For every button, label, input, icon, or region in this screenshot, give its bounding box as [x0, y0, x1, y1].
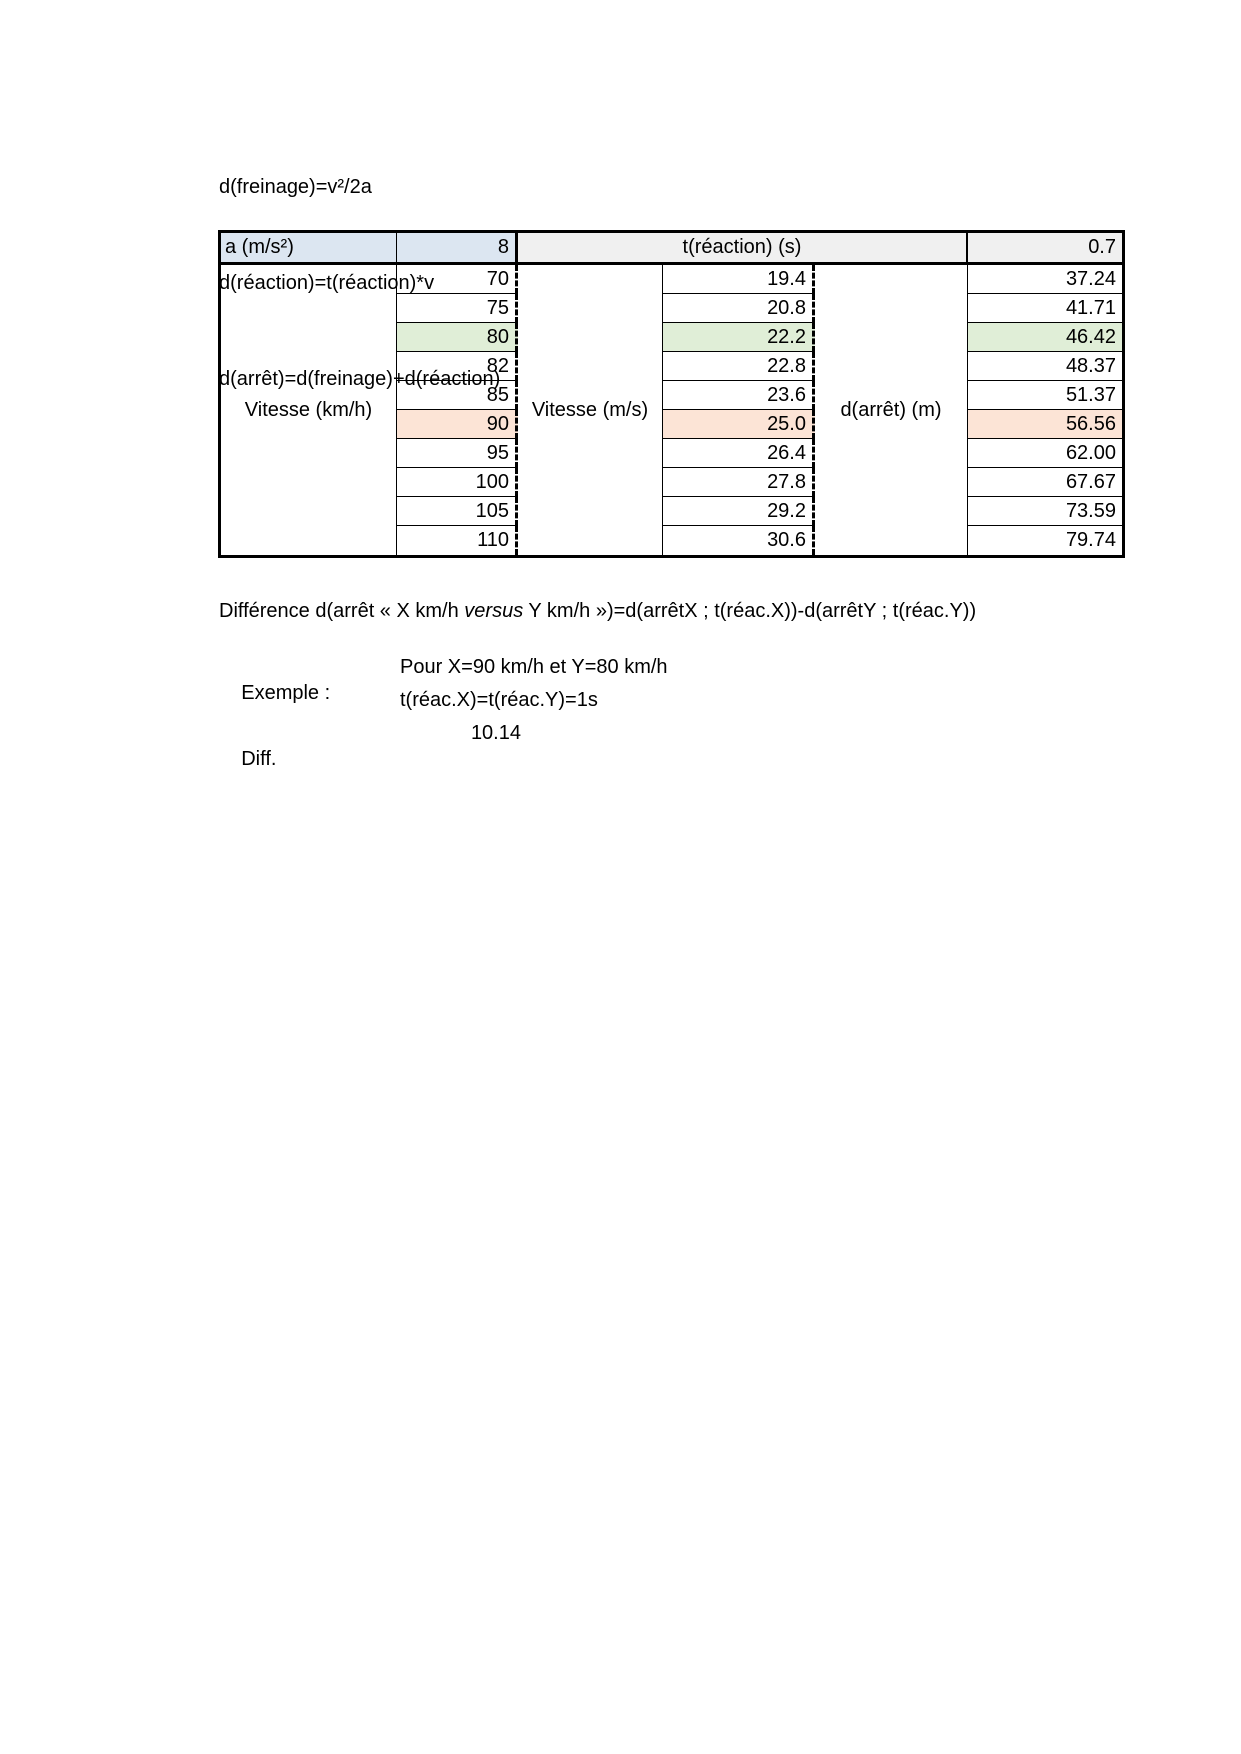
table-grid — [218, 230, 1125, 558]
table-cell-ms-row5: 23.6 — [663, 381, 815, 410]
table-cell-arret-row2: 41.71 — [968, 294, 1122, 323]
table-cell-ms-row4: 22.8 — [663, 352, 815, 381]
difference-formula-line — [219, 598, 976, 624]
header-cell-acceleration-label: a (m/s²) — [221, 233, 397, 265]
column-label-vitesse-ms: Vitesse (m/s) — [518, 265, 663, 555]
diff-label: Diff. — [241, 748, 277, 770]
table-cell-ms-row6: 25.0 — [663, 410, 815, 439]
table-cell-arret-row9: 73.59 — [968, 497, 1122, 526]
table-cell-kmh-row3: 80 — [397, 323, 518, 352]
example-line1: Pour X=90 km/h et Y=80 km/h — [400, 656, 668, 678]
table-cell-arret-row8: 67.67 — [968, 468, 1122, 497]
table-cell-kmh-row6: 90 — [397, 410, 518, 439]
difference-prefix: Différence d(arrêt « X km/h — [219, 600, 465, 622]
table-cell-kmh-row10: 110 — [397, 526, 518, 555]
table-cell-ms-row2: 20.8 — [663, 294, 815, 323]
difference-suffix: Y km/h »)=d(arrêtX ; t(réac.X))-d(arrêtY ; t(réac.Y)) — [523, 600, 977, 622]
example-line2: t(réac.X)=t(réac.Y)=1s — [400, 689, 598, 711]
column-label-vitesse-kmh: Vitesse (km/h) — [221, 265, 397, 555]
table-cell-ms-row9: 29.2 — [663, 497, 815, 526]
column-label-darret-m: d(arrêt) (m) — [815, 265, 968, 555]
table-cell-arret-row1: 37.24 — [968, 265, 1122, 294]
table-cell-arret-row6: 56.56 — [968, 410, 1122, 439]
table-cell-kmh-row1: 70 — [397, 265, 518, 294]
table-cell-ms-row3: 22.2 — [663, 323, 815, 352]
difference-versus: versus — [464, 600, 524, 622]
table-cell-ms-row7: 26.4 — [663, 439, 815, 468]
table-cell-kmh-row9: 105 — [397, 497, 518, 526]
table-cell-arret-row4: 48.37 — [968, 352, 1122, 381]
formula-arret: d(arrêt)=d(freinage)+d(réaction) — [219, 368, 501, 390]
diff-value: 10.14 — [470, 722, 521, 744]
table-cell-kmh-row7: 95 — [397, 439, 518, 468]
formula-freinage: d(freinage)=v²/2a — [219, 176, 372, 198]
header-cell-treaction-value: 0.7 — [968, 233, 1122, 265]
example-row-3 — [219, 720, 521, 824]
table-cell-kmh-row4: 82 — [397, 352, 518, 381]
table-cell-kmh-row5: 85 — [397, 381, 518, 410]
formula-reaction: d(réaction)=t(réaction)*v — [219, 272, 435, 294]
table-cell-ms-row8: 27.8 — [663, 468, 815, 497]
table-cell-arret-row10: 79.74 — [1065, 529, 1116, 551]
table-cell-arret-row7: 62.00 — [968, 439, 1122, 468]
table-cell-kmh-row2: 75 — [397, 294, 518, 323]
header-cell-acceleration-value: 8 — [397, 233, 518, 265]
header-cell-treaction-label: t(réaction) (s) — [518, 233, 968, 265]
example-label: Exemple : — [241, 682, 331, 704]
table-cell-ms-row10: 30.6 — [663, 526, 815, 555]
table-cell-ms-row1: 19.4 — [663, 265, 815, 294]
table-cell-arret-row3: 46.42 — [968, 323, 1122, 352]
table-cell-arret-row5: 51.37 — [968, 381, 1122, 410]
table-cell-kmh-row8: 100 — [397, 468, 518, 497]
